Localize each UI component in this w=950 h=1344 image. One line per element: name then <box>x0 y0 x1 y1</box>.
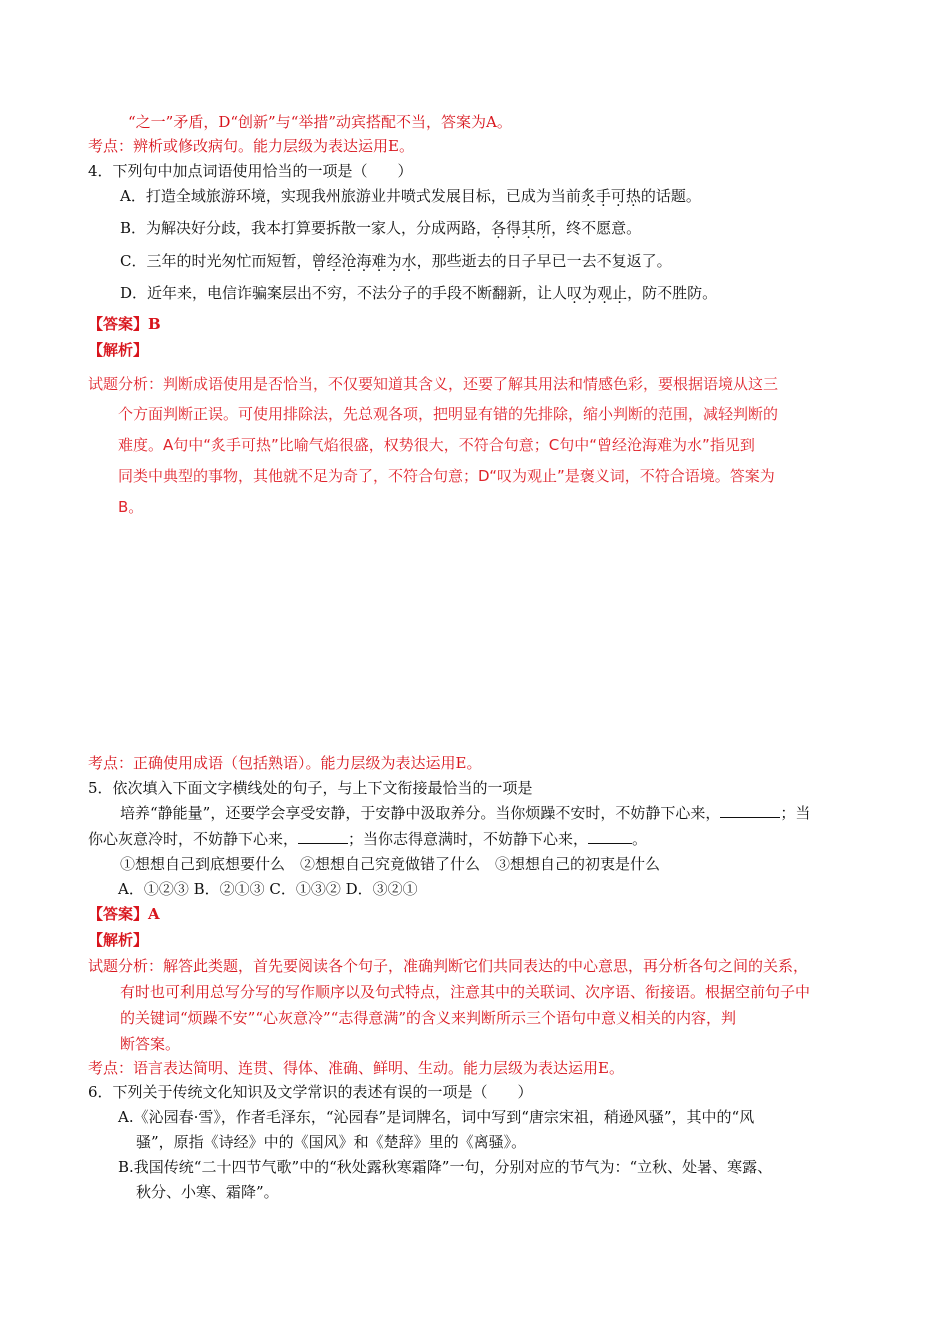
fill-blank <box>720 803 780 818</box>
q3-kaodian: 考点：辨析或修改病句。能力层级为表达运用E。 <box>88 137 414 155</box>
q5-explanation-line: 有时也可利用总写分写的写作顺序以及句式特点，注意其中的关联词、次序语、衔接语。根据空前句子中 <box>120 983 811 1001</box>
dotted-char: 止 <box>612 284 628 302</box>
q5-passage-line1: 培养“静能量”，还要学会享受安静，于安静中汲取养分。当你烦躁不安时，不妨静下心来， ；当 <box>120 804 811 822</box>
q4-option-a: A．打造全域旅游环境，实现我州旅游业井喷式发展目标，已成为当前炙手可热的话题。 <box>120 187 701 205</box>
q6-option-b-line2: 秋分、小寒、霜降”。 <box>136 1183 279 1201</box>
q5-explanation-line: 断答案。 <box>120 1035 181 1053</box>
fill-blank <box>298 829 348 844</box>
q6-option-b-line1: B.我国传统“二十四节气歌”中的“秋处露秋寒霜降”一句，分别对应的节气为：“立秋、处暑、寒露、 <box>118 1158 773 1176</box>
q4-analysis-heading: 【解析】 <box>88 341 149 359</box>
dotted-char: 热 <box>625 187 641 205</box>
q5-items: ①想想自己到底想要什么 ②想想自己究竟做错了什么 ③想想自己的初衷是什么 <box>120 855 661 873</box>
q4-explanation-line: 个方面判断正误。可使用排除法，先总观各项，把明显有错的先排除，缩小判断的范围，减轻判断的 <box>118 405 779 423</box>
q4-explanation-line: B。 <box>118 498 144 516</box>
q5-analysis-heading: 【解析】 <box>88 931 149 949</box>
q6-option-a-line1: A.《沁园春·雪》，作者毛泽东，“沁园春”是词牌名，词中写到“唐宗宋祖，稍逊风骚”，其中的“风 <box>118 1108 755 1126</box>
q6-stem: 6．下列关于传统文化知识及文学常识的表述有误的一项是（ ） <box>88 1083 533 1101</box>
dotted-char: 其 <box>521 219 537 237</box>
q5-explanation-line: 的关键词“烦躁不安”“心灰意冷”“志得意满”的含义来判断所示三个语句中意义相关的内容，判 <box>120 1009 737 1027</box>
q5-stem: 5．依次填入下面文字横线处的句子，与上下文衔接最恰当的一项是 <box>88 779 533 797</box>
fill-blank <box>588 829 632 844</box>
q4-option-c: C．三年的时光匆忙而短暂，曾经沧海难为水，那些逝去的日子早已一去不复返了。 <box>120 252 672 270</box>
q4-stem: 4．下列句中加点词语使用恰当的一项是（ ） <box>88 162 413 180</box>
q5-explanation-line: 试题分析：解答此类题，首先要阅读各个句子，准确判断它们共同表达的中心意思，再分析各句之间的关系， <box>88 957 809 975</box>
dotted-char: 为 <box>386 252 402 270</box>
q4-explanation-line: 难度。A句中“炙手可热”比喻气焰很盛，权势很大，不符合句意；C句中“曾经沧海难为水”指见到 <box>118 436 755 454</box>
dotted-char: 水 <box>401 252 417 270</box>
dotted-char: 观 <box>597 284 613 302</box>
dotted-char: 经 <box>326 252 342 270</box>
q5-passage-line2: 你心灰意冷时，不妨静下心来， ；当你志得意满时，不妨静下心来， 。 <box>88 830 648 848</box>
dotted-char: 曾 <box>311 252 327 270</box>
q4-kaodian: 考点：正确使用成语（包括熟语）。能力层级为表达运用E。 <box>88 754 482 772</box>
dotted-char: 海 <box>356 252 372 270</box>
dotted-char: 叹 <box>567 284 583 302</box>
q5-choices: A．①②③ B．②①③ C．①③② D．③②① <box>118 880 418 898</box>
q4-answer: 【答案】B <box>88 315 161 333</box>
q4-option-d: D．近年来，电信诈骗案层出不穷，不法分子的手段不断翻新，让人叹为观止，防不胜防。 <box>120 284 718 302</box>
dotted-char: 所 <box>536 219 552 237</box>
q5-answer: 【答案】A <box>88 905 160 923</box>
dotted-char: 沧 <box>341 252 357 270</box>
dotted-char: 难 <box>371 252 387 270</box>
q5-kaodian: 考点：语言表达简明、连贯、得体、准确、鲜明、生动。能力层级为表达运用E。 <box>88 1059 624 1077</box>
dotted-char: 各 <box>491 219 507 237</box>
dotted-char: 得 <box>506 219 522 237</box>
q3-explanation-tail: “之一”矛盾，D“创新”与“举措”动宾搭配不当，答案为A。 <box>128 113 512 131</box>
q4-explanation-line: 同类中典型的事物，其他就不足为奇了，不符合句意；D“叹为观止”是褒义词，不符合语境。答案为 <box>118 467 775 485</box>
dotted-char: 为 <box>582 284 598 302</box>
q4-option-b: B．为解决好分歧，我本打算要拆散一家人，分成两路，各得其所，终不愿意。 <box>120 219 642 237</box>
dotted-char: 可 <box>610 187 626 205</box>
dotted-char: 手 <box>595 187 611 205</box>
q4-explanation-line: 试题分析：判断成语使用是否恰当，不仅要知道其含义，还要了解其用法和情感色彩，要根据语境从这三 <box>88 375 779 393</box>
q6-option-a-line2: 骚”，原指《诗经》中的《国风》和《楚辞》里的《离骚》。 <box>136 1133 527 1151</box>
dotted-char: 炙 <box>580 187 596 205</box>
